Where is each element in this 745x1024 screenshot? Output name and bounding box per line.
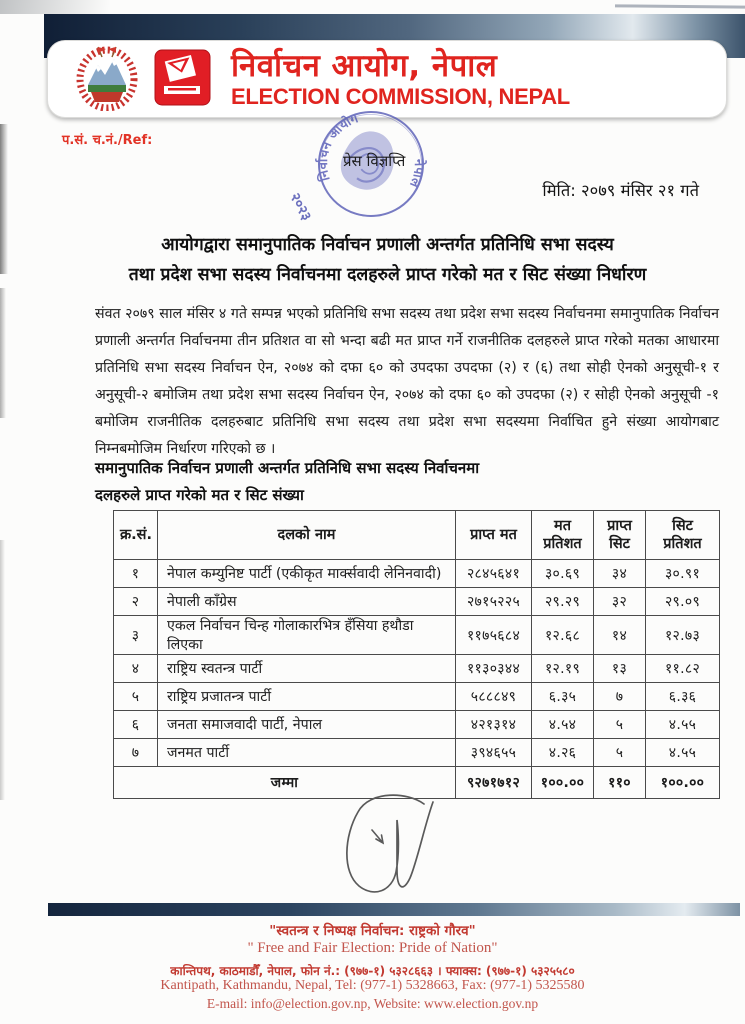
footer-contact-line: E-mail: info@election.gov.np, Website: www.election.gov.np <box>206 996 539 1011</box>
cell-votes: ४२१३१४ <box>456 711 532 739</box>
cell-votes: ११३०३४४ <box>456 655 532 683</box>
cell-seat-percent: ११.८२ <box>646 655 720 683</box>
scan-edge-line <box>615 4 745 8</box>
cell-party: नेपाल कम्युनिष्ट पार्टी (एकीकृत मार्क्सवादी लेनिनवादी) <box>158 560 456 588</box>
seal-arc-top-text: निर्वाचन आयोग <box>315 111 361 183</box>
table-row <box>114 655 720 683</box>
election-results-table <box>113 510 720 799</box>
body-paragraph: संवत २०७९ साल मंसिर ४ गते सम्पन्न भएको प्रतिनिधि सभा सदस्य तथा प्रदेश सभा सदस्य निर्वाचनमा समानुपातिक निर्वाचन प्रणाली अन्तर्गत निर्वाचनमा तीन प्रतिशत वा सो भन्दा बढी मत प्राप्त गर्ने राजनीतिक दलहरुले प्राप्त गरेको मतका आधारमा प्रतिनिधि सभा सदस्य निर्वाचन ऐन, २०७४ को दफा ६० को उपदफा उपदफा (२) र (६) तथा सोही ऐनको अनुसूची-१ र अनुसूची-२ बमोजिम तथा प्रदेश सभा सदस्य निर्वाचन ऐन, २०७४ को दफा ६० को उपदफा (२) र सोही ऐनको अनुसूची -१ बमोजिम राजनीतिक दलहरुबाट प्रतिनिधि सभा सदस्य तथा प्रदेश सभा सदस्यमा निर्वाचित हुने संख्या आयोगबाट निम्नबमोजिम निर्धारण गरिएको छ । <box>95 306 719 457</box>
date-line: मिति: २०७९ मंसिर २१ गते <box>542 181 699 200</box>
ballot-box-logo-icon <box>154 49 211 110</box>
footer-address-nepali: कान्तिपथ, काठमाडौँ, नेपाल, फोन नं.: (९७७-१) ५३२८६६३ । फ्याक्स: (९७७-१) ५३२५५८० <box>170 964 575 978</box>
scan-streak <box>0 540 5 800</box>
footer-slogan-english: " Free and Fair Election: Pride of Nation" <box>247 940 498 956</box>
scan-streak <box>0 124 8 274</box>
cell-votes: २७१५२२५ <box>456 588 532 616</box>
col-header-party: दलको नाम <box>158 511 456 560</box>
cell-seats: ७ <box>594 683 646 711</box>
cell-votes: २८४५६४१ <box>456 560 532 588</box>
table-caption-line2: दलहरुले प्राप्त गरेको मत र सिट संख्या <box>95 486 304 504</box>
footer-address-english: Kantipath, Kathmandu, Nepal, Tel: (977-1) 5328663, Fax: (977-1) 5325580 <box>160 978 585 993</box>
table-header-row <box>114 511 720 560</box>
table-row <box>114 683 720 711</box>
press-release-label: प्रेस विज्ञप्ति <box>343 152 406 170</box>
cell-vote-percent: ३०.६९ <box>532 560 594 588</box>
cell-party: जनता समाजवादी पार्टी, नेपाल <box>158 711 456 739</box>
cell-total-seats: ११० <box>594 767 646 799</box>
reference-number-label: प.सं. च.नं./Ref: <box>62 133 153 148</box>
nepal-emblem-icon <box>74 43 140 115</box>
scan-streak <box>0 288 6 418</box>
cell-vote-percent: ४.२६ <box>532 739 594 767</box>
cell-serial: ३ <box>114 616 158 655</box>
col-header-vote-percent: मत प्रतिशत <box>532 511 594 560</box>
cell-serial: ६ <box>114 711 158 739</box>
col-header-seats: प्राप्त सिट <box>594 511 646 560</box>
cell-seats: ५ <box>594 739 646 767</box>
col-header-serial: क्र.सं. <box>114 511 158 560</box>
cell-party: जनमत पार्टी <box>158 739 456 767</box>
cell-seats: १३ <box>594 655 646 683</box>
cell-serial: २ <box>114 588 158 616</box>
table-caption <box>95 455 479 509</box>
cell-seat-percent: २९.०९ <box>646 588 720 616</box>
cell-seat-percent: १२.७३ <box>646 616 720 655</box>
document-title <box>60 230 715 290</box>
cell-total-votes: ९२७१७१२ <box>456 767 532 799</box>
table-row <box>114 711 720 739</box>
cell-seat-percent: ४.५५ <box>646 711 720 739</box>
cell-seats: ५ <box>594 711 646 739</box>
svg-text:निर्वाचन आयोग <box>295 109 379 187</box>
cell-serial: १ <box>114 560 158 588</box>
table-caption-line1: समानुपातिक निर्वाचन प्रणाली अन्तर्गत प्रतिनिधि सभा सदस्य निर्वाचनमा <box>95 459 480 477</box>
cell-seats: १४ <box>594 616 646 655</box>
cell-total-label: जम्मा <box>114 767 456 799</box>
cell-party: राष्ट्रिय स्वतन्त्र पार्टी <box>158 655 456 683</box>
cell-seats: ३४ <box>594 560 646 588</box>
table-row <box>114 588 720 616</box>
cell-vote-percent: ६.३५ <box>532 683 594 711</box>
cell-seat-percent: ४.५५ <box>646 739 720 767</box>
cell-vote-percent: २९.२९ <box>532 588 594 616</box>
document-title-line1: आयोगद्वारा समानुपातिक निर्वाचन प्रणाली अन्तर्गत प्रतिनिधि सभा सदस्य <box>161 235 614 255</box>
col-header-votes: प्राप्त मत <box>456 511 532 560</box>
scan-smudge <box>0 0 110 14</box>
signature-mark <box>312 790 467 900</box>
col-header-seat-percent: सिट प्रतिशत <box>646 511 720 560</box>
cell-votes: ३९४६५५ <box>456 739 532 767</box>
table-row <box>114 616 720 655</box>
cell-vote-percent: १२.६८ <box>532 616 594 655</box>
footer-slogan-nepali: "स्वतन्त्र र निष्पक्ष निर्वाचन: राष्ट्रको गौरव" <box>269 923 476 939</box>
cell-party: एकल निर्वाचन चिन्ह गोलाकारभित्र हँसिया हथौडा लिएका <box>158 616 456 655</box>
cell-seat-percent: ३०.९१ <box>646 560 720 588</box>
cell-vote-percent: १२.१९ <box>532 655 594 683</box>
footer-gradient-bar <box>48 903 740 916</box>
cell-serial: ४ <box>114 655 158 683</box>
table-row <box>114 739 720 767</box>
cell-seats: ३२ <box>594 588 646 616</box>
cell-serial: ७ <box>114 739 158 767</box>
cell-votes: ५८८८४९ <box>456 683 532 711</box>
cell-seat-percent: ६.३६ <box>646 683 720 711</box>
brand-title-nepali: निर्वाचन आयोग, नेपाल <box>231 48 498 85</box>
cell-votes: ११७५६८४ <box>456 616 532 655</box>
cell-vote-percent: ४.५४ <box>532 711 594 739</box>
cell-total-vote-percent: १००.०० <box>532 767 594 799</box>
cell-party: नेपाली काँग्रेस <box>158 588 456 616</box>
cell-total-seat-percent: १००.०० <box>646 767 720 799</box>
cell-serial: ५ <box>114 683 158 711</box>
letterhead <box>47 40 727 118</box>
seal-arc-bottom-text: नेपाल <box>406 158 427 190</box>
table-row <box>114 560 720 588</box>
brand-text <box>231 50 570 108</box>
seal-year-text: २०२३ <box>286 190 315 224</box>
document-title-line2: तथा प्रदेश सभा सदस्य निर्वाचनमा दलहरुले प्राप्त गरेको मत र सिट संख्या निर्धारण <box>128 265 647 285</box>
cell-party: राष्ट्रिय प्रजातन्त्र पार्टी <box>158 683 456 711</box>
brand-title-english: ELECTION COMMISSION, NEPAL <box>231 83 570 109</box>
